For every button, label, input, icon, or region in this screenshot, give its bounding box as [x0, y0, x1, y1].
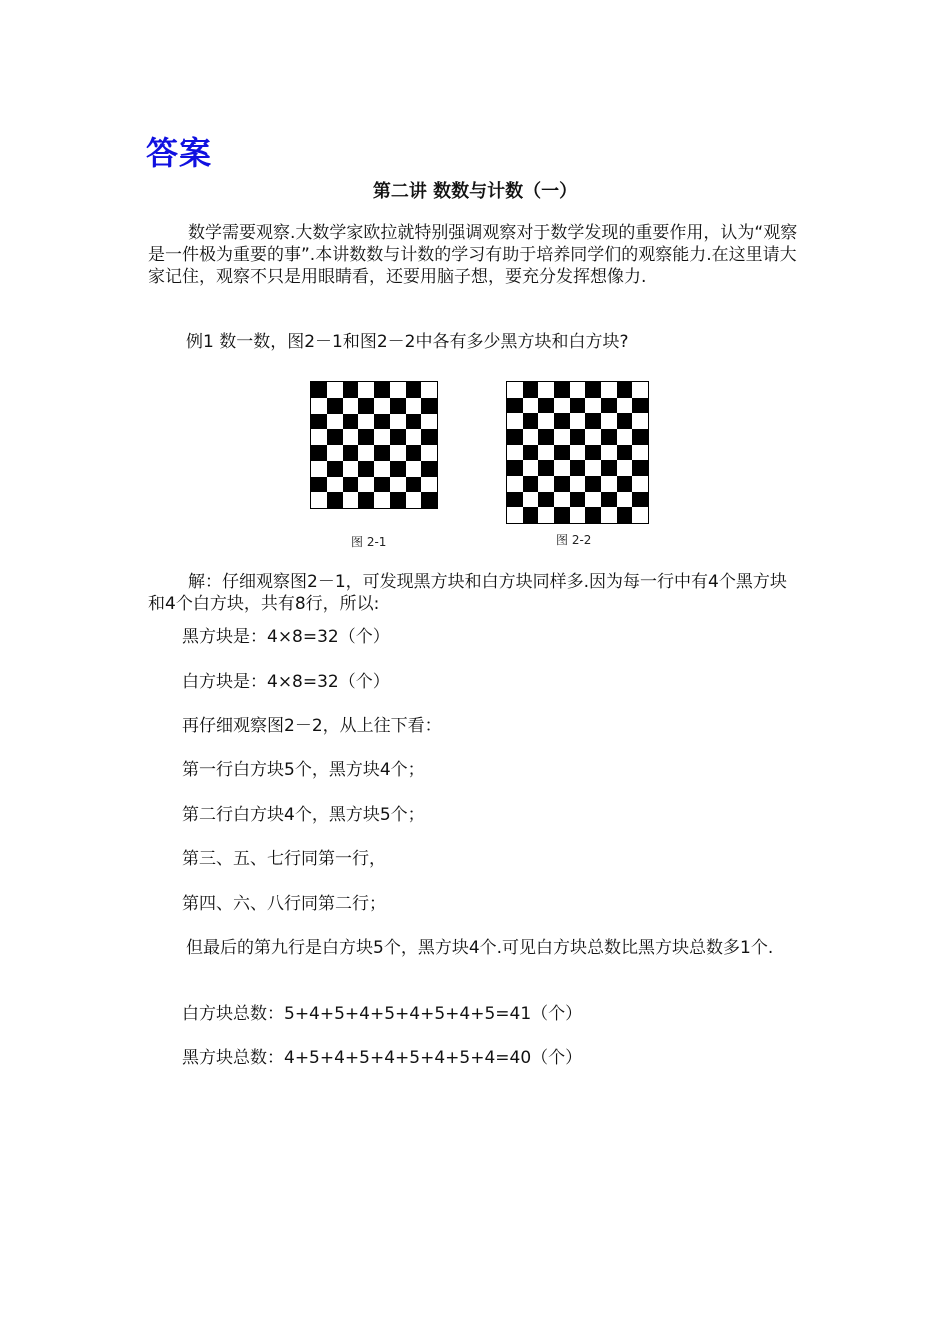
- black-square: [554, 382, 570, 398]
- black-square: [570, 398, 586, 414]
- lesson-title: 第二讲 数数与计数（一）: [372, 181, 578, 202]
- white-square: [570, 507, 586, 523]
- white-square: [601, 382, 617, 398]
- white-square: [358, 445, 374, 461]
- white-square: [358, 414, 374, 430]
- black-square: [617, 507, 633, 523]
- black-square: [601, 460, 617, 476]
- checkerboard-2-1: [310, 381, 438, 509]
- black-square: [327, 429, 343, 445]
- example-question: 例1 数一数，图2－1和图2－2中各有多少黑方块和白方块?: [186, 332, 629, 352]
- black-square: [390, 492, 406, 508]
- black-square: [311, 477, 327, 493]
- white-square: [343, 429, 359, 445]
- white-square: [570, 476, 586, 492]
- black-square: [570, 460, 586, 476]
- white-square: [632, 413, 648, 429]
- intro-paragraph: [148, 222, 800, 288]
- white-square: [327, 414, 343, 430]
- black-square: [311, 382, 327, 398]
- black-square: [585, 507, 601, 523]
- black-square: [507, 492, 523, 508]
- white-total: 白方块总数：5+4+5+4+5+4+5+4+5=41（个）: [182, 1004, 583, 1024]
- black-square: [406, 414, 422, 430]
- white-square: [406, 461, 422, 477]
- white-square: [632, 476, 648, 492]
- black-square: [538, 492, 554, 508]
- white-square: [570, 413, 586, 429]
- black-square: [327, 492, 343, 508]
- black-square: [523, 413, 539, 429]
- rows-three-five-seven: 第三、五、七行同第一行，: [182, 849, 386, 869]
- white-square: [554, 398, 570, 414]
- black-square: [538, 429, 554, 445]
- black-square: [585, 445, 601, 461]
- black-square: [327, 461, 343, 477]
- black-square: [374, 382, 390, 398]
- black-square: [554, 445, 570, 461]
- intro-text: 数学需要观察.大数学家欧拉就特别强调观察对于数学发现的重要作用，认为“观察是一件极为重要的事”.本讲数数与计数的学习有助于培养同学们的观察能力.在这里请大家记住，观察不只是用眼睛看，还要用脑子想，要充分发挥想像力.: [148, 223, 798, 287]
- white-square: [585, 460, 601, 476]
- black-square: [327, 398, 343, 414]
- rows-four-six-eight: 第四、六、八行同第二行；: [182, 894, 386, 914]
- black-square: [406, 445, 422, 461]
- white-square: [507, 445, 523, 461]
- black-square: [538, 460, 554, 476]
- white-square: [538, 445, 554, 461]
- black-square: [507, 398, 523, 414]
- white-square: [406, 429, 422, 445]
- white-square: [390, 477, 406, 493]
- black-square: [601, 398, 617, 414]
- white-square: [311, 461, 327, 477]
- black-square: [523, 507, 539, 523]
- black-square: [358, 492, 374, 508]
- white-square: [374, 429, 390, 445]
- white-square: [585, 398, 601, 414]
- white-square: [358, 477, 374, 493]
- black-square: [570, 492, 586, 508]
- white-square: [390, 414, 406, 430]
- white-square: [327, 477, 343, 493]
- black-square: [585, 413, 601, 429]
- white-square: [390, 382, 406, 398]
- white-square: [343, 461, 359, 477]
- figure-caption-2-1: 图 2-1: [351, 535, 387, 549]
- black-count-fig1: 黑方块是：4×8=32（个）: [182, 627, 390, 647]
- black-square: [601, 429, 617, 445]
- white-square: [311, 429, 327, 445]
- last-row-text: 但最后的第九行是白方块5个，黑方块4个.可见白方块总数比黑方块总数多1个.: [186, 938, 774, 958]
- black-square: [554, 507, 570, 523]
- black-square: [358, 398, 374, 414]
- white-square: [421, 414, 437, 430]
- black-square: [554, 413, 570, 429]
- white-square: [601, 413, 617, 429]
- black-square: [421, 398, 437, 414]
- white-square: [327, 382, 343, 398]
- black-square: [374, 445, 390, 461]
- white-square: [523, 429, 539, 445]
- white-square: [343, 398, 359, 414]
- black-square: [374, 477, 390, 493]
- black-square: [421, 492, 437, 508]
- black-square: [507, 429, 523, 445]
- white-square: [554, 460, 570, 476]
- black-square: [421, 461, 437, 477]
- black-square: [311, 445, 327, 461]
- white-square: [632, 445, 648, 461]
- white-square: [311, 492, 327, 508]
- black-square: [343, 414, 359, 430]
- white-square: [421, 477, 437, 493]
- black-square: [343, 445, 359, 461]
- black-square: [374, 414, 390, 430]
- black-square: [390, 461, 406, 477]
- observe-fig2: 再仔细观察图2－2，从上往下看：: [182, 716, 442, 736]
- white-square: [523, 398, 539, 414]
- black-square: [523, 445, 539, 461]
- white-square: [343, 492, 359, 508]
- black-square: [523, 476, 539, 492]
- white-square: [601, 476, 617, 492]
- white-square: [570, 382, 586, 398]
- white-square: [523, 460, 539, 476]
- white-square: [374, 398, 390, 414]
- row-two-count: 第二行白方块4个，黑方块5个；: [182, 805, 425, 825]
- black-total: 黑方块总数：4+5+4+5+4+5+4+5+4=40（个）: [182, 1048, 583, 1068]
- white-square: [632, 507, 648, 523]
- white-square: [390, 445, 406, 461]
- white-square: [570, 445, 586, 461]
- black-square: [570, 429, 586, 445]
- row-one-count: 第一行白方块5个，黑方块4个；: [182, 760, 425, 780]
- white-square: [538, 382, 554, 398]
- white-square: [617, 492, 633, 508]
- black-square: [617, 476, 633, 492]
- white-square: [311, 398, 327, 414]
- white-count-fig1: 白方块是：4×8=32（个）: [182, 672, 390, 692]
- black-square: [632, 492, 648, 508]
- white-square: [585, 492, 601, 508]
- white-square: [507, 382, 523, 398]
- white-square: [554, 492, 570, 508]
- white-square: [538, 476, 554, 492]
- black-square: [343, 382, 359, 398]
- black-square: [507, 460, 523, 476]
- black-square: [585, 382, 601, 398]
- white-square: [374, 492, 390, 508]
- white-square: [406, 492, 422, 508]
- black-square: [406, 477, 422, 493]
- white-square: [632, 382, 648, 398]
- white-square: [421, 382, 437, 398]
- white-square: [374, 461, 390, 477]
- answer-heading: 答案: [146, 134, 213, 172]
- black-square: [523, 382, 539, 398]
- white-square: [507, 476, 523, 492]
- white-square: [358, 382, 374, 398]
- white-square: [327, 445, 343, 461]
- black-square: [538, 398, 554, 414]
- black-square: [632, 429, 648, 445]
- black-square: [585, 476, 601, 492]
- white-square: [601, 507, 617, 523]
- black-square: [617, 413, 633, 429]
- black-square: [601, 492, 617, 508]
- white-square: [554, 429, 570, 445]
- solution-paragraph: [148, 571, 800, 615]
- white-square: [617, 398, 633, 414]
- white-square: [406, 398, 422, 414]
- white-square: [617, 460, 633, 476]
- black-square: [358, 461, 374, 477]
- black-square: [390, 429, 406, 445]
- black-square: [311, 414, 327, 430]
- black-square: [358, 429, 374, 445]
- black-square: [617, 382, 633, 398]
- black-square: [390, 398, 406, 414]
- checkerboard-2-2: [506, 381, 649, 524]
- white-square: [507, 507, 523, 523]
- white-square: [421, 445, 437, 461]
- white-square: [538, 413, 554, 429]
- white-square: [585, 429, 601, 445]
- white-square: [617, 429, 633, 445]
- solution-text: 解：仔细观察图2－1，可发现黑方块和白方块同样多.因为每一行中有4个黑方块和4个白方块，共有8行，所以:: [148, 572, 787, 614]
- figure-caption-2-2: 图 2-2: [556, 533, 592, 547]
- black-square: [421, 429, 437, 445]
- black-square: [554, 476, 570, 492]
- white-square: [601, 445, 617, 461]
- black-square: [617, 445, 633, 461]
- black-square: [406, 382, 422, 398]
- black-square: [343, 477, 359, 493]
- last-row-paragraph: [146, 937, 798, 959]
- white-square: [523, 492, 539, 508]
- black-square: [632, 398, 648, 414]
- white-square: [507, 413, 523, 429]
- black-square: [632, 460, 648, 476]
- white-square: [538, 507, 554, 523]
